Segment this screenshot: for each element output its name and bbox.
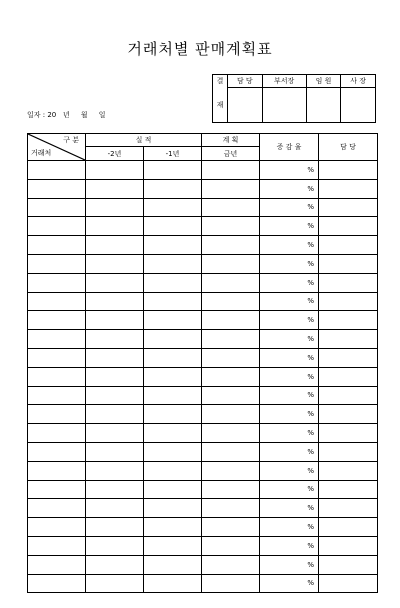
table-row [28,254,378,273]
cell-client[interactable] [28,161,86,180]
cell-manager[interactable] [319,236,378,255]
cell-minus1[interactable] [144,330,202,349]
cell-manager[interactable] [319,499,378,518]
table-row [28,311,378,330]
cell-minus1[interactable] [144,574,202,593]
cell-current[interactable] [202,273,260,292]
cell-client[interactable] [28,198,86,217]
cell-minus1[interactable] [144,536,202,555]
cell-current[interactable] [202,348,260,367]
cell-client[interactable] [28,405,86,424]
cell-current[interactable] [202,236,260,255]
table-row [28,499,378,518]
cell-rate[interactable]: % [260,386,319,405]
cell-rate[interactable]: % [260,236,319,255]
cell-rate[interactable]: % [260,461,319,480]
cell-client[interactable] [28,179,86,198]
table-row [28,480,378,499]
header-current: 금년 [202,147,260,161]
cell-minus2[interactable] [86,555,144,574]
cell-rate[interactable]: % [260,480,319,499]
cell-rate[interactable]: % [260,555,319,574]
cell-minus2[interactable] [86,348,144,367]
cell-current[interactable] [202,574,260,593]
table-row [28,367,378,386]
cell-minus2[interactable] [86,198,144,217]
cell-rate[interactable]: % [260,518,319,537]
cell-current[interactable] [202,424,260,443]
cell-client[interactable] [28,330,86,349]
cell-manager[interactable] [319,254,378,273]
approval-sign-executive[interactable] [306,88,341,123]
table-row [28,348,378,367]
table-row [28,574,378,593]
cell-minus2[interactable] [86,442,144,461]
approval-col-president: 사 장 [341,75,376,88]
table-row [28,405,378,424]
approval-sign-dept-head[interactable] [262,88,306,123]
cell-current[interactable] [202,480,260,499]
cell-minus1[interactable] [144,198,202,217]
cell-manager[interactable] [319,330,378,349]
cell-rate[interactable]: % [260,273,319,292]
cell-client[interactable] [28,348,86,367]
cell-client[interactable] [28,555,86,574]
cell-current[interactable] [202,386,260,405]
cell-client[interactable] [28,254,86,273]
cell-manager[interactable] [319,348,378,367]
cell-manager[interactable] [319,461,378,480]
approval-box [212,74,376,123]
cell-client[interactable] [28,442,86,461]
cell-manager[interactable] [319,424,378,443]
cell-current[interactable] [202,330,260,349]
cell-manager[interactable] [319,311,378,330]
table-row [28,273,378,292]
header-actual: 실 적 [86,134,202,147]
cell-manager[interactable] [319,292,378,311]
cell-minus2[interactable] [86,386,144,405]
approval-side-top: 결 [213,75,228,88]
table-row [28,198,378,217]
header-rate: 증 감 율 [260,134,319,161]
approval-sign-manager[interactable] [228,88,263,123]
cell-manager[interactable] [319,518,378,537]
cell-manager[interactable] [319,555,378,574]
cell-minus1[interactable] [144,179,202,198]
cell-manager[interactable] [319,161,378,180]
header-minus2: -2년 [86,147,144,161]
cell-manager[interactable] [319,536,378,555]
cell-current[interactable] [202,536,260,555]
cell-minus2[interactable] [86,217,144,236]
cell-rate[interactable]: % [260,311,319,330]
cell-client[interactable] [28,367,86,386]
header-category-client [28,134,86,161]
cell-rate[interactable]: % [260,499,319,518]
table-row [28,518,378,537]
cell-minus1[interactable] [144,424,202,443]
cell-current[interactable] [202,161,260,180]
cell-client[interactable] [28,536,86,555]
cell-minus1[interactable] [144,236,202,255]
cell-rate[interactable]: % [260,198,319,217]
cell-minus2[interactable] [86,536,144,555]
table-row [28,161,378,180]
cell-manager[interactable] [319,405,378,424]
cell-manager[interactable] [319,574,378,593]
cell-minus2[interactable] [86,518,144,537]
cell-minus1[interactable] [144,480,202,499]
cell-client[interactable] [28,217,86,236]
cell-manager[interactable] [319,367,378,386]
cell-rate[interactable]: % [260,405,319,424]
cell-current[interactable] [202,499,260,518]
approval-sign-president[interactable] [341,88,376,123]
table-row [28,330,378,349]
cell-minus2[interactable] [86,179,144,198]
table-row [28,292,378,311]
table-row [28,217,378,236]
document-title: 거래처별 판매계획표 [127,40,273,58]
cell-minus2[interactable] [86,292,144,311]
cell-client[interactable] [28,424,86,443]
cell-minus1[interactable] [144,518,202,537]
cell-minus1[interactable] [144,292,202,311]
approval-side-bottom: 재 [213,88,228,123]
cell-minus2[interactable] [86,480,144,499]
cell-manager[interactable] [319,480,378,499]
cell-manager[interactable] [319,179,378,198]
cell-current[interactable] [202,311,260,330]
cell-minus1[interactable] [144,555,202,574]
header-minus1: -1년 [144,147,202,161]
cell-manager[interactable] [319,442,378,461]
cell-current[interactable] [202,461,260,480]
cell-client[interactable] [28,236,86,255]
table-row [28,386,378,405]
approval-col-executive: 임 원 [306,75,341,88]
cell-client[interactable] [28,480,86,499]
cell-current[interactable] [202,292,260,311]
approval-col-manager: 담 당 [228,75,263,88]
cell-rate[interactable]: % [260,217,319,236]
cell-minus2[interactable] [86,330,144,349]
cell-minus2[interactable] [86,254,144,273]
cell-rate[interactable]: % [260,348,319,367]
cell-minus2[interactable] [86,273,144,292]
cell-minus1[interactable] [144,273,202,292]
cell-rate[interactable]: % [260,292,319,311]
cell-current[interactable] [202,198,260,217]
cell-minus1[interactable] [144,161,202,180]
table-row [28,424,378,443]
cell-rate[interactable]: % [260,424,319,443]
cell-current[interactable] [202,518,260,537]
header-plan: 계 획 [202,134,260,147]
cell-client[interactable] [28,386,86,405]
cell-minus1[interactable] [144,254,202,273]
table-row [28,536,378,555]
cell-rate[interactable]: % [260,179,319,198]
cell-minus2[interactable] [86,461,144,480]
cell-minus2[interactable] [86,405,144,424]
cell-minus1[interactable] [144,461,202,480]
cell-current[interactable] [202,367,260,386]
table-body [28,161,378,593]
cell-rate[interactable]: % [260,442,319,461]
cell-manager[interactable] [319,386,378,405]
cell-client[interactable] [28,461,86,480]
cell-rate[interactable]: % [260,254,319,273]
cell-current[interactable] [202,179,260,198]
cell-minus1[interactable] [144,217,202,236]
table-row [28,179,378,198]
cell-client[interactable] [28,499,86,518]
cell-rate[interactable]: % [260,574,319,593]
cell-rate[interactable]: % [260,161,319,180]
header-category: 구 분 [63,136,79,144]
cell-minus1[interactable] [144,386,202,405]
table-row [28,555,378,574]
cell-client[interactable] [28,311,86,330]
cell-minus2[interactable] [86,161,144,180]
cell-minus1[interactable] [144,367,202,386]
cell-minus1[interactable] [144,405,202,424]
cell-minus1[interactable] [144,348,202,367]
approval-col-dept-head: 부서장 [262,75,306,88]
cell-client[interactable] [28,292,86,311]
cell-current[interactable] [202,217,260,236]
cell-minus1[interactable] [144,311,202,330]
cell-client[interactable] [28,273,86,292]
cell-current[interactable] [202,442,260,461]
cell-minus1[interactable] [144,499,202,518]
cell-manager[interactable] [319,273,378,292]
table-row [28,236,378,255]
cell-minus2[interactable] [86,311,144,330]
header-client: 거래처 [31,149,52,157]
date-line: 일자 : 20 년 월 일 [27,111,106,119]
table-row [28,461,378,480]
cell-rate[interactable]: % [260,536,319,555]
cell-client[interactable] [28,574,86,593]
cell-minus2[interactable] [86,574,144,593]
cell-current[interactable] [202,405,260,424]
cell-client[interactable] [28,518,86,537]
cell-minus2[interactable] [86,499,144,518]
cell-minus1[interactable] [144,442,202,461]
cell-current[interactable] [202,555,260,574]
cell-rate[interactable]: % [260,330,319,349]
table-row [28,442,378,461]
sales-plan-table [27,133,378,593]
cell-manager[interactable] [319,198,378,217]
cell-minus2[interactable] [86,424,144,443]
header-manager: 담 당 [319,134,378,161]
cell-rate[interactable]: % [260,367,319,386]
cell-manager[interactable] [319,217,378,236]
cell-current[interactable] [202,254,260,273]
cell-minus2[interactable] [86,367,144,386]
cell-minus2[interactable] [86,236,144,255]
